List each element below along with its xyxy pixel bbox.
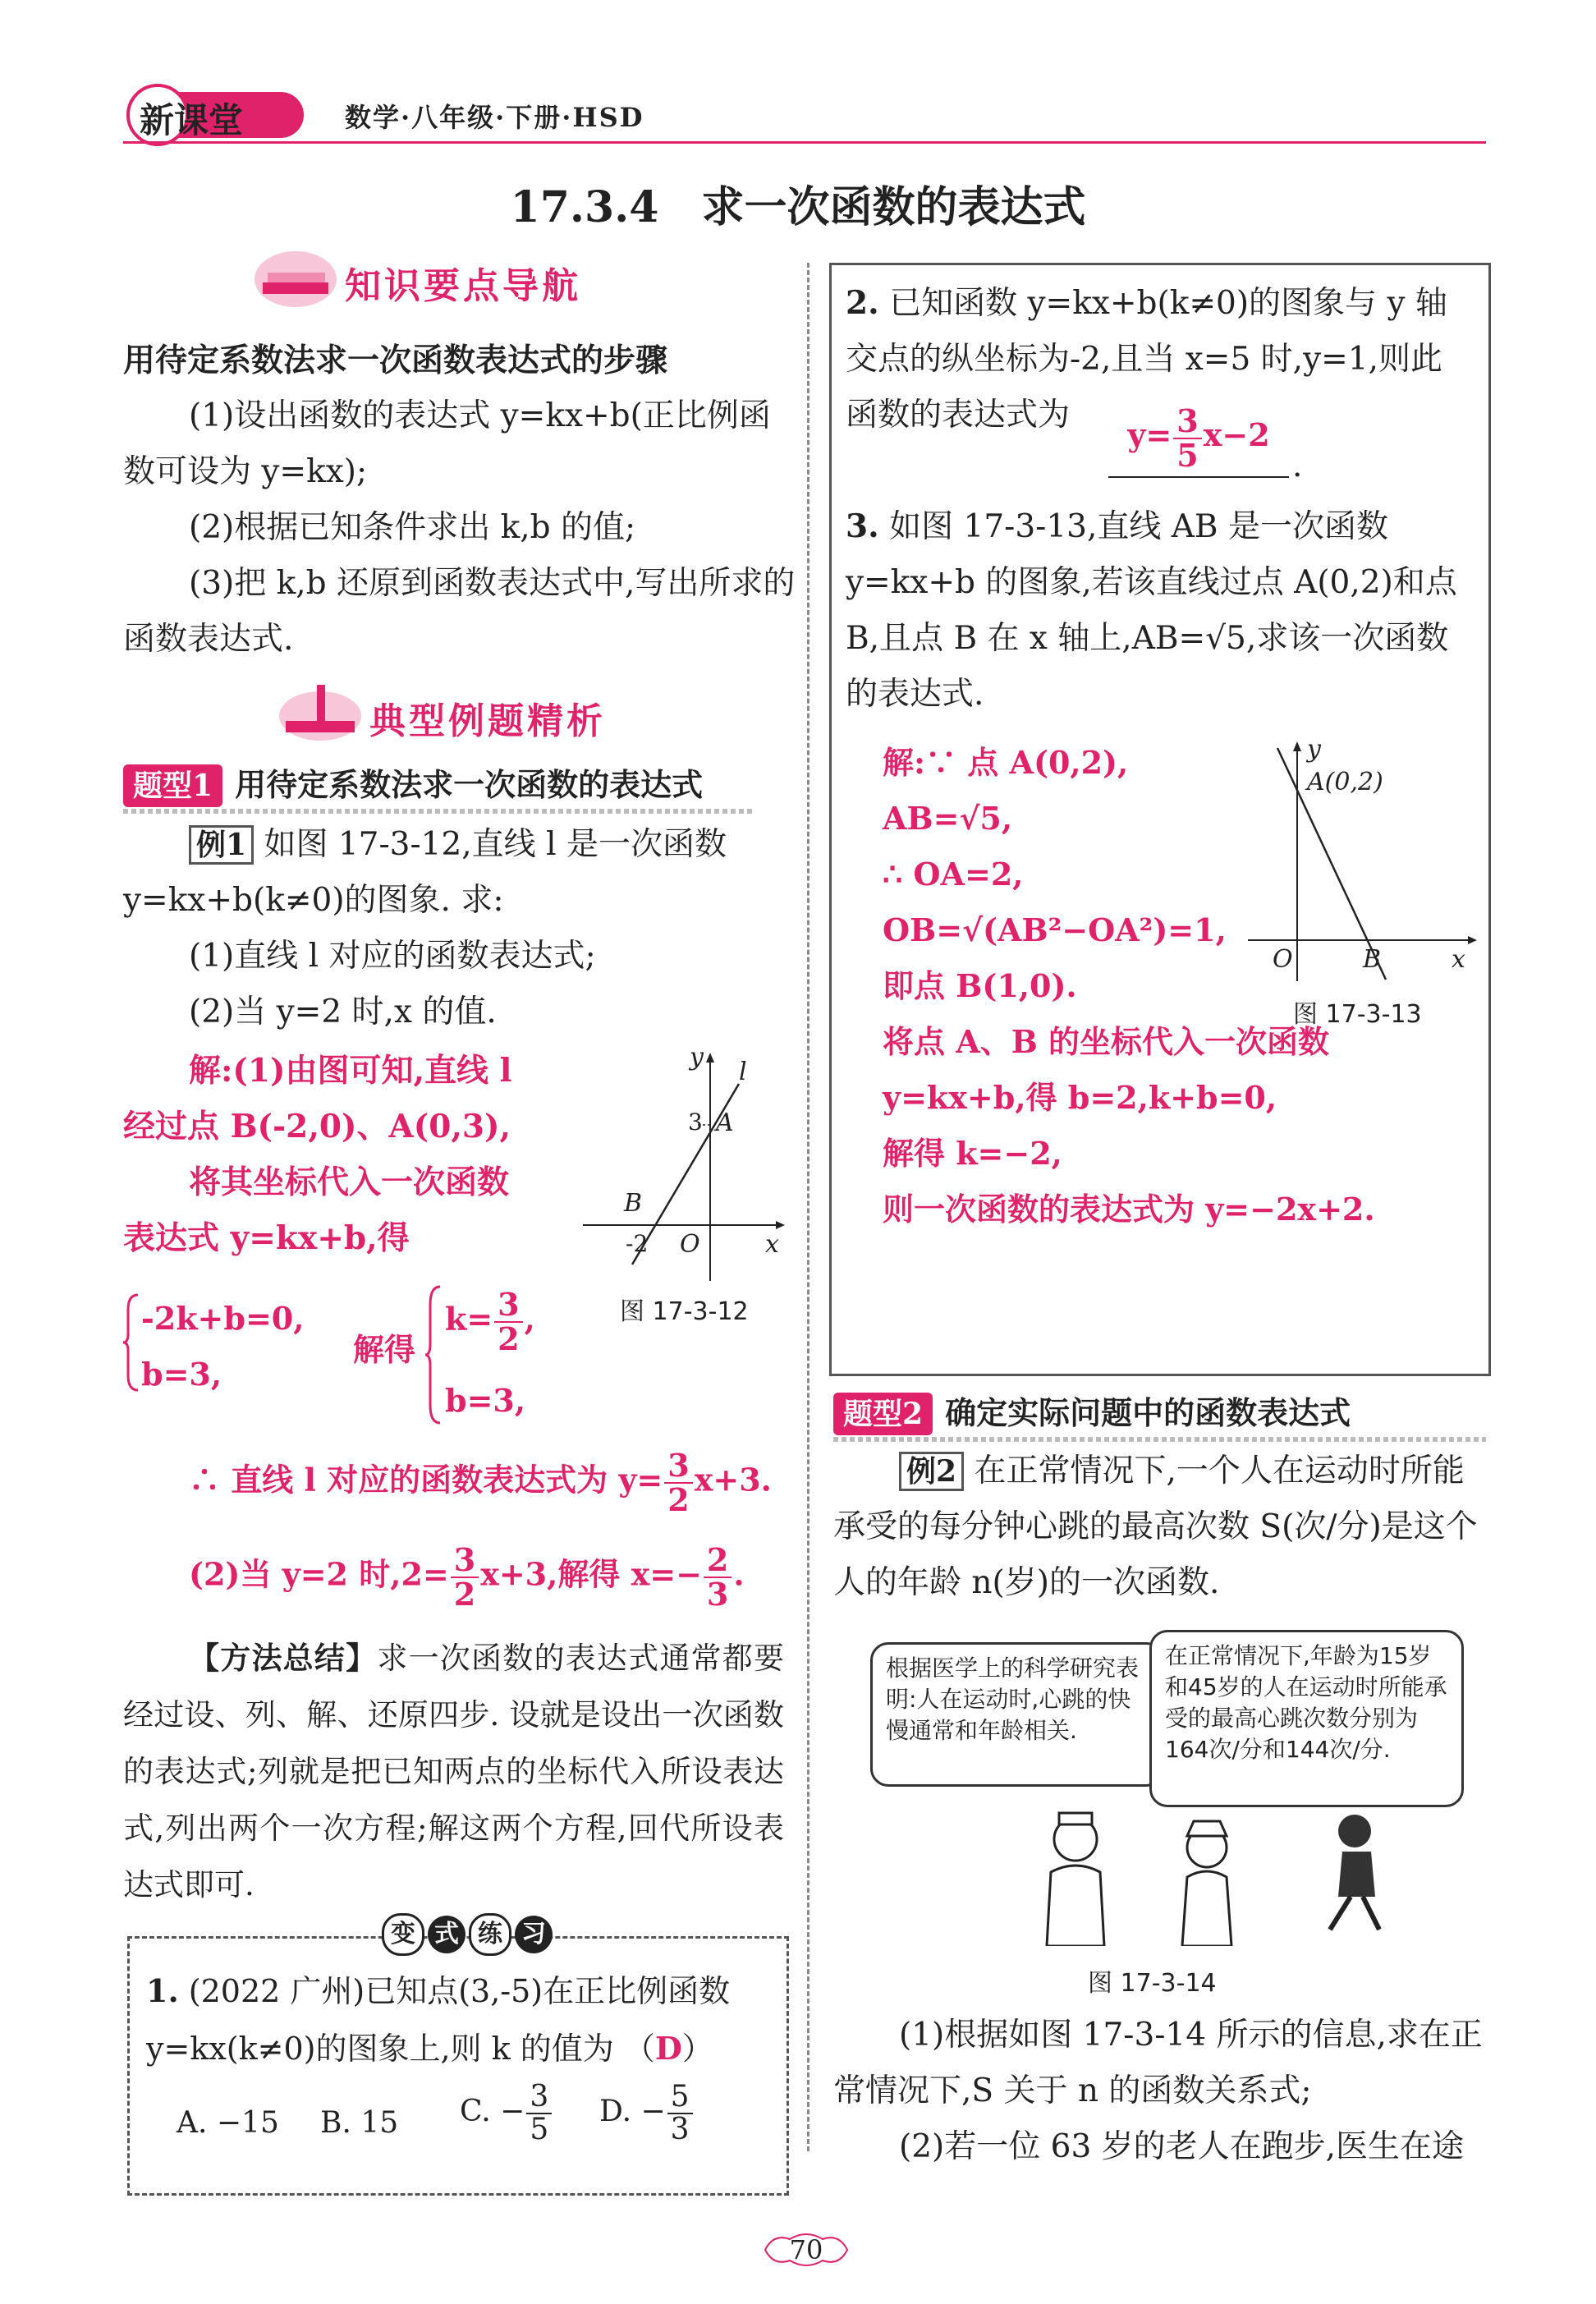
knowledge-step-2: (2)根据已知条件求出 k,b 的值; <box>189 509 636 546</box>
option-d-den: 3 <box>670 2112 690 2146</box>
problem-2-answer-den: 5 <box>1176 436 1199 474</box>
option-d-num: 5 <box>667 2081 693 2114</box>
header-rule <box>123 141 1486 144</box>
brace-1 <box>123 1293 140 1392</box>
fig13-label-x: x <box>1452 945 1465 974</box>
badge-char-3: 练 <box>469 1913 511 1956</box>
problem-2-number: 2. <box>846 284 879 322</box>
example1-solution <box>123 1043 566 1266</box>
people-illustration <box>1026 1806 1420 1946</box>
p3-sol-line-9: 则一次函数的表达式为 y=−2x+2. <box>883 1191 1375 1228</box>
figure-17-3-13-caption: 图 17-3-13 <box>1293 1000 1422 1029</box>
fig12-label-A: A <box>716 1108 734 1137</box>
problem-3 <box>846 498 1474 723</box>
system2-b: b=3, <box>445 1382 526 1419</box>
example1-block <box>123 817 796 1040</box>
p3-sol-line-5: 即点 B(1,0). <box>883 967 1077 1004</box>
example2-q2: (2)若一位 63 岁的老人在跑步,医生在途 <box>899 2128 1465 2165</box>
header-subject: 数学·八年级·下册·HSD <box>345 102 644 133</box>
conclusion-1-den: 2 <box>667 1480 690 1518</box>
p3-sol-line-7: y=kx+b,得 b=2,k+b=0, <box>883 1079 1277 1116</box>
badge-char-4: 习 <box>515 1916 553 1953</box>
equation-systems: -2k+b=0, b=3, 解得 k= $\frac{3}{2}$ , b=3, <box>123 1285 583 1433</box>
knowledge-heading: 用待定系数法求一次函数表达式的步骤 <box>123 342 668 379</box>
type1-divider <box>123 809 755 814</box>
brand-logo-text: 新课堂 <box>140 100 244 140</box>
solution-line-3: 将其坐标代入一次函数 <box>189 1163 510 1201</box>
part2-num: 3 <box>451 1544 479 1578</box>
p3-sol-line-1: 解:∵ 点 A(0,2), <box>883 744 1129 781</box>
fig12-label-neg2: -2 <box>626 1230 649 1257</box>
fig12-label-x: x <box>765 1230 779 1259</box>
problem-3-text: 如图 17-3-13,直线 AB 是一次函数 y=kx+b 的图象,若该直线过点 A(0,2)和点 B,且点 B 在 x 轴上,AB=√5,求该一次函数的表达式. <box>846 508 1457 713</box>
p3-sol-line-3: ∴ OA=2, <box>883 856 1024 893</box>
books-icon <box>246 246 337 312</box>
option-c-num: 3 <box>526 2081 552 2114</box>
solution-line-1: 解:(1)由图可知,直线 l <box>189 1052 512 1090</box>
part2-den2: 3 <box>706 1575 729 1613</box>
system1-eq2: b=3, <box>141 1356 222 1393</box>
doctor-figure <box>1047 1813 1104 1946</box>
examples-nav <box>271 682 665 747</box>
problem-2-answer-pre: y= <box>1127 416 1172 453</box>
conclusion-1 <box>189 1449 772 1517</box>
part2-num2: 2 <box>704 1544 732 1578</box>
brace-2 <box>425 1285 442 1425</box>
part2-solution <box>189 1541 745 1613</box>
p3-sol-line-6: 将点 A、B 的坐标代入一次函数 <box>883 1023 1330 1060</box>
example1-q2: (2)当 y=2 时,x 的值. <box>189 994 497 1030</box>
figure-17-3-12-caption: 图 17-3-12 <box>620 1297 749 1326</box>
practice-1-text: (2022 广州)已知点(3,-5)在正比例函数 y=kx(k≠0)的图象上,则 k 的值为 <box>146 1973 731 2067</box>
badge-char-2: 式 <box>428 1916 466 1953</box>
example2-q1: (1)根据如图 17-3-14 所示的信息,求在正常情况下,S 关于 n 的函数关系式; <box>833 2017 1483 2109</box>
nurse-figure <box>1182 1821 1231 1946</box>
part2-mid: x+3,解得 x=− <box>480 1555 702 1593</box>
p3-sol-line-4: OB=√(AB²−OA²)=1, <box>883 911 1227 948</box>
fig12-label-3: 3 <box>688 1108 703 1136</box>
knowledge-step-1: (1)设出函数的表达式 y=kx+b(正比例函数可设为 y=kx); <box>123 397 771 490</box>
runner-figure <box>1330 1815 1379 1930</box>
fig13-label-y: y <box>1307 735 1321 764</box>
solution-line-4: 表达式 y=kx+b,得 <box>123 1219 410 1257</box>
page-number-text: 70 <box>789 2234 823 2265</box>
option-a: A. −15 <box>177 2106 279 2140</box>
fig12-label-y: y <box>690 1043 704 1072</box>
fig13-label-B: B <box>1363 945 1382 974</box>
bubble-doctor: 根据医学上的科学研究表明:人在运动时,心跳的快慢通常和年龄相关. <box>870 1642 1164 1787</box>
type2-header <box>833 1388 1486 1442</box>
badge-char-1: 变 <box>382 1913 424 1956</box>
examples-nav-title: 典型例题精析 <box>369 700 606 742</box>
knowledge-step-3: (3)把 k,b 还原到函数表达式中,写出所求的函数表达式. <box>123 565 796 658</box>
type1-tag: 题型1 <box>123 764 222 807</box>
fig13-label-O: O <box>1273 945 1293 974</box>
figure-17-3-13 <box>1248 735 1478 981</box>
option-c-den: 5 <box>530 2112 549 2146</box>
method-label: 【方法总结】 <box>189 1640 378 1676</box>
problem-2-text: 已知函数 y=kx+b(k≠0)的图象与 y 轴交点的纵坐标为-2,且当 x=5 时,y=1,则此函数的表达式为 <box>846 285 1447 434</box>
problem-2-answer-post: x−2 <box>1203 416 1270 453</box>
type2-divider <box>833 1437 1486 1442</box>
type2-title: 确定实际问题中的函数表达式 <box>945 1394 1351 1431</box>
example2-label: 例2 <box>899 1452 964 1491</box>
part2-den: 2 <box>453 1575 476 1613</box>
solve-word: 解得 <box>353 1331 416 1368</box>
type2-tag: 题型2 <box>833 1393 933 1435</box>
example2-block <box>833 1443 1486 1611</box>
type1-header <box>123 760 755 814</box>
brand-logo <box>115 82 312 148</box>
option-b: B. 15 <box>320 2106 399 2140</box>
figure-17-3-14-caption: 图 17-3-14 <box>1088 1969 1217 1998</box>
practice-1-answer: D <box>654 2030 682 2067</box>
problem-2-answer-num: 3 <box>1173 405 1201 439</box>
example1-q1: (1)直线 l 对应的函数表达式; <box>189 938 596 975</box>
problem-3-number: 3. <box>846 507 879 545</box>
solution-line-2: 经过点 B(-2,0)、A(0,3), <box>123 1108 511 1145</box>
practice-problem-1: 1. (2022 广州)已知点(3,-5)在正比例函数 y=kx(k≠0)的图象上,则 k 的值为 （D） <box>146 1972 731 2067</box>
option-d-pre: D. − <box>599 2094 666 2128</box>
page-title: 17.3.4 求一次函数的表达式 <box>510 182 1086 232</box>
example1-problem: 如图 17-3-12,直线 l 是一次函数 y=kx+b(k≠0)的图象. 求: <box>123 826 727 919</box>
conclusion-1-pre: ∴ 直线 l 对应的函数表达式为 y= <box>189 1461 663 1499</box>
problem-2-answer-blank <box>1108 394 1289 478</box>
knowledge-nav-title: 知识要点导航 <box>345 265 581 307</box>
type1-title: 用待定系数法求一次函数的表达式 <box>235 766 704 803</box>
column-divider <box>807 263 809 2151</box>
example2-questions <box>833 2008 1486 2175</box>
p3-sol-line-8: 解得 k=−2, <box>883 1135 1062 1172</box>
option-c-pre: C. − <box>460 2094 525 2128</box>
knowledge-section <box>123 333 796 668</box>
system2-k: k= <box>445 1300 493 1338</box>
practice-badge <box>382 1913 553 1956</box>
system2-k-den: 2 <box>498 1320 520 1357</box>
example2-problem: 在正常情况下,一个人在运动时所能承受的每分钟心跳的最高次数 S(次/分)是这个人的年龄 n(岁)的一次函数. <box>833 1453 1478 1601</box>
part2-end: . <box>733 1555 745 1593</box>
fig12-label-B: B <box>624 1189 643 1218</box>
system2-k-num: 3 <box>494 1288 522 1323</box>
conclusion-1-num: 3 <box>664 1449 692 1484</box>
method-summary <box>123 1630 784 1913</box>
fig12-label-l: l <box>739 1058 747 1086</box>
method-text: 求一次函数的表达式通常都要经过设、列、解、还原四步. 设就是设出一次函数的表达式;列就是把已知两点的坐标代入所设表达式,列出两个一次方程;解这两个方程,回代所设表达式即可. <box>123 1641 785 1902</box>
fig13-label-A: A(0,2) <box>1307 768 1383 796</box>
figure-17-3-12 <box>575 1043 788 1289</box>
fig12-label-O: O <box>680 1230 700 1259</box>
conclusion-1-post: x+3. <box>694 1461 772 1499</box>
knowledge-nav <box>246 246 640 312</box>
part2-pre: (2)当 y=2 时,2= <box>189 1555 449 1593</box>
page-number <box>757 2229 855 2270</box>
pencil-books-icon <box>271 682 361 747</box>
example1-label: 例1 <box>189 825 254 865</box>
p3-sol-line-2: AB=√5, <box>883 800 1013 837</box>
bubble-nurse: 在正常情况下,年龄为15岁和45岁的人在运动时所能承受的最高心跳次数分别为164次/分和144次/分. <box>1149 1630 1464 1807</box>
system1-eq1: -2k+b=0, <box>141 1300 305 1337</box>
practice-1-number: 1. <box>146 1972 179 2009</box>
